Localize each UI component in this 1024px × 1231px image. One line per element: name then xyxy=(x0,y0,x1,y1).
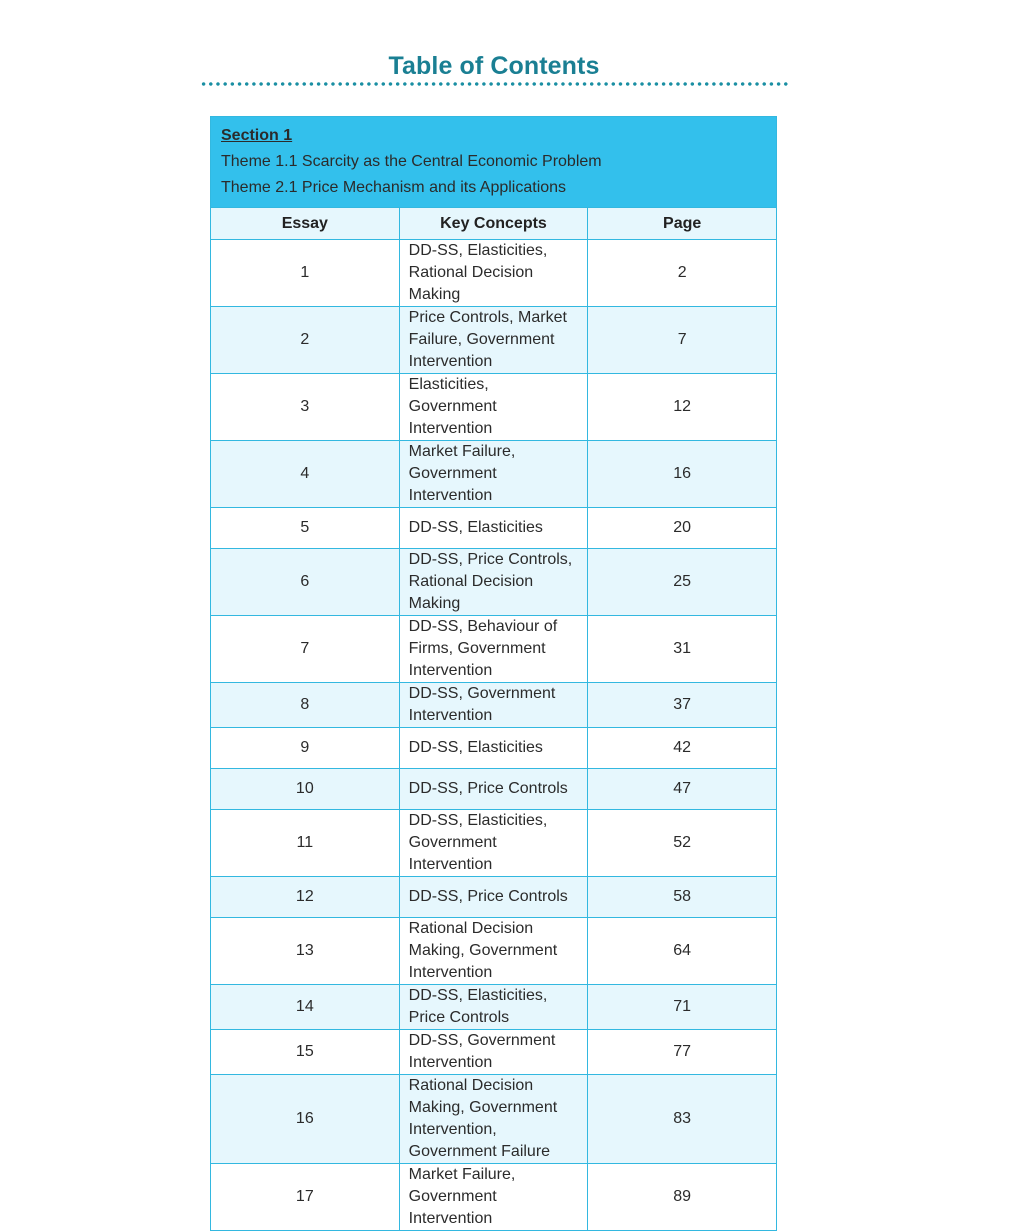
concepts-column-header: Key Concepts xyxy=(399,208,588,240)
theme-line-1: Theme 1.1 Scarcity as the Central Economic Problem xyxy=(221,153,602,170)
key-concepts: DD-SS, Price Controls xyxy=(399,769,588,810)
key-concepts: DD-SS, Elasticities, Price Controls xyxy=(399,985,588,1030)
essay-number: 5 xyxy=(211,508,400,549)
table-row[interactable] xyxy=(211,1164,777,1231)
table-row[interactable] xyxy=(211,985,777,1030)
key-concepts: Price Controls, Market Failure, Government Intervention xyxy=(399,307,588,374)
page-title: Table of Contents xyxy=(388,52,600,80)
key-concepts: DD-SS, Government Intervention xyxy=(399,1030,588,1075)
essay-number: 11 xyxy=(211,810,400,877)
key-concepts: DD-SS, Elasticities xyxy=(399,508,588,549)
page-number: 2 xyxy=(588,240,777,307)
table-row[interactable] xyxy=(211,769,777,810)
page-number: 7 xyxy=(588,307,777,374)
essay-number: 14 xyxy=(211,985,400,1030)
table-row[interactable] xyxy=(211,508,777,549)
essay-number: 15 xyxy=(211,1030,400,1075)
table-row[interactable] xyxy=(211,877,777,918)
key-concepts: DD-SS, Government Intervention xyxy=(399,683,588,728)
essay-number: 9 xyxy=(211,728,400,769)
essay-number: 6 xyxy=(211,549,400,616)
dotted-divider xyxy=(200,81,790,87)
essay-number: 2 xyxy=(211,307,400,374)
table-row[interactable] xyxy=(211,728,777,769)
page-column-header: Page xyxy=(588,208,777,240)
page-number: 16 xyxy=(588,441,777,508)
key-concepts: Elasticities, Government Intervention xyxy=(399,374,588,441)
theme-line-2: Theme 2.1 Price Mechanism and its Applications xyxy=(221,179,567,196)
table-row[interactable] xyxy=(211,1030,777,1075)
table-row[interactable] xyxy=(211,549,777,616)
table-row[interactable] xyxy=(211,307,777,374)
essay-number: 17 xyxy=(211,1164,400,1231)
table-row[interactable] xyxy=(211,374,777,441)
page-number: 37 xyxy=(588,683,777,728)
essay-number: 8 xyxy=(211,683,400,728)
page-number: 64 xyxy=(588,918,777,985)
contents-table xyxy=(210,116,777,1231)
page-number: 20 xyxy=(588,508,777,549)
table-row[interactable] xyxy=(211,1075,777,1164)
table-row[interactable] xyxy=(211,240,777,307)
essay-number: 1 xyxy=(211,240,400,307)
key-concepts: DD-SS, Elasticities, Rational Decision Making xyxy=(399,240,588,307)
essay-number: 16 xyxy=(211,1075,400,1164)
page-number: 31 xyxy=(588,616,777,683)
table-row[interactable] xyxy=(211,683,777,728)
page-number: 52 xyxy=(588,810,777,877)
essay-number: 7 xyxy=(211,616,400,683)
key-concepts: DD-SS, Elasticities xyxy=(399,728,588,769)
page-number: 83 xyxy=(588,1075,777,1164)
page-number: 12 xyxy=(588,374,777,441)
key-concepts: Market Failure, Government Intervention xyxy=(399,1164,588,1231)
page-number: 58 xyxy=(588,877,777,918)
essay-number: 4 xyxy=(211,441,400,508)
section-label[interactable]: Section 1 xyxy=(221,127,293,144)
table-row[interactable] xyxy=(211,441,777,508)
page-number: 42 xyxy=(588,728,777,769)
key-concepts: DD-SS, Price Controls xyxy=(399,877,588,918)
key-concepts: DD-SS, Elasticities, Government Intervention xyxy=(399,810,588,877)
page-number: 89 xyxy=(588,1164,777,1231)
table-row[interactable] xyxy=(211,810,777,877)
essay-number: 13 xyxy=(211,918,400,985)
key-concepts: Market Failure, Government Intervention xyxy=(399,441,588,508)
page-number: 47 xyxy=(588,769,777,810)
essay-number: 10 xyxy=(211,769,400,810)
key-concepts: DD-SS, Price Controls, Rational Decision Making xyxy=(399,549,588,616)
table-row[interactable] xyxy=(211,616,777,683)
key-concepts: DD-SS, Behaviour of Firms, Government Intervention xyxy=(399,616,588,683)
essay-number: 3 xyxy=(211,374,400,441)
essay-column-header: Essay xyxy=(211,208,400,240)
essay-number: 12 xyxy=(211,877,400,918)
page-number: 77 xyxy=(588,1030,777,1075)
section-header xyxy=(211,117,777,208)
page-number: 71 xyxy=(588,985,777,1030)
table-row[interactable] xyxy=(211,918,777,985)
column-header-row xyxy=(211,208,777,240)
page-number: 25 xyxy=(588,549,777,616)
key-concepts: Rational Decision Making, Government Intervention, Government Failure xyxy=(399,1075,588,1164)
key-concepts: Rational Decision Making, Government Intervention xyxy=(399,918,588,985)
